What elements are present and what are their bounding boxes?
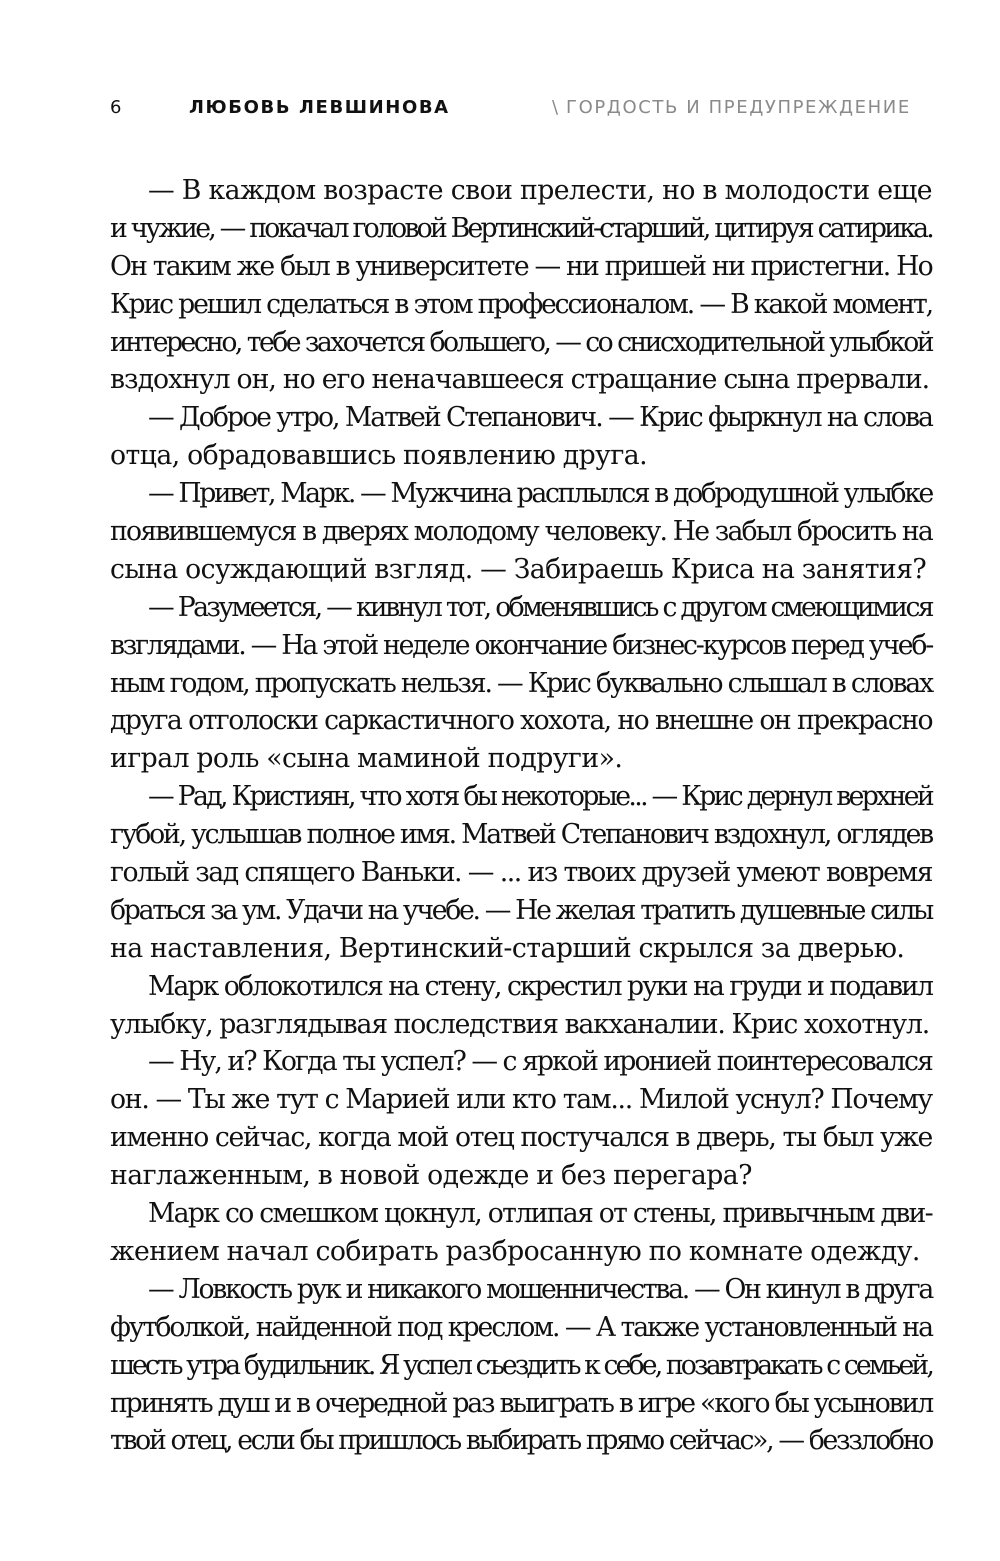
text-line: губой, услышав полное имя. Матвей Степанович вздохнул, оглядев	[110, 819, 932, 851]
text-line: на наставления, Вертинский-старший скрылся за дверью.	[110, 932, 905, 964]
text-line: наглаженным, в новой одежде и без перегара?	[110, 1160, 752, 1192]
text-line: футболкой, найденной под креслом. — А также установленный на	[110, 1311, 932, 1343]
text-line: жением начал собирать разбросанную по комнате одежду.	[110, 1235, 920, 1267]
text-line: — Рад, Кристиян, что хотя бы некоторые... — Крис дернул верхней	[148, 781, 932, 813]
header-author: ЛЮБОВЬ ЛЕВШИНОВА	[189, 97, 450, 118]
text-line: — Привет, Марк. — Мужчина расплылся в добродушной улыбке	[148, 478, 932, 510]
text-line: — Ловкость рук и никакого мошенничества. — Он кинул в друга	[148, 1273, 932, 1305]
header-separator: \	[552, 97, 560, 118]
text-line: ным годом, пропускать нельзя. — Крис буквально слышал в словах	[110, 667, 932, 699]
text-line: — В каждом возрасте свои прелести, но в молодости еще	[148, 175, 932, 206]
text-line: отца, обрадовавшись появлению друга.	[110, 440, 648, 472]
text-line: сына осуждающий взгляд. — Забираешь Криса на занятия?	[110, 553, 927, 585]
page-number: 6	[110, 97, 124, 118]
body-text	[110, 172, 932, 1460]
text-line: голый зад спящего Ваньки. — ... из твоих друзей умеют вовремя	[110, 857, 932, 889]
text-line: браться за ум. Удачи на учебе. — Не желая тратить душевные силы	[110, 894, 932, 926]
text-line: он. — Ты же тут с Марией или кто там... Милой уснул? Почему	[110, 1084, 932, 1116]
text-line: Марк облокотился на стену, скрестил руки на груди и подавил	[148, 970, 932, 1002]
text-line: шесть утра будильник. Я успел съездить к себе, позавтракать с семьей,	[110, 1349, 932, 1381]
text-line: — Доброе утро, Матвей Степанович. — Крис фыркнул на слова	[148, 402, 932, 434]
text-line: появившемуся в дверях молодому человеку. Не забыл бросить на	[110, 516, 932, 548]
text-line: принять душ и в очередной раз выиграть в игре «кого бы усыновил	[110, 1387, 932, 1419]
text-line: улыбку, разглядывая последствия вакханалии. Крис хохотнул.	[110, 1008, 930, 1040]
text-line: — Ну, и? Когда ты успел? — с яркой иронией поинтересовался	[148, 1046, 932, 1078]
text-line: друга отголоски саркастичного хохота, но внешне он прекрасно	[110, 705, 932, 737]
text-line: Он таким же был в университете — ни пришей ни пристегни. Но	[110, 250, 932, 282]
text-line: взглядами. — На этой неделе окончание бизнес-курсов перед учеб-	[110, 629, 932, 661]
text-line: вздохнул он, но его неначавшееся стращание сына прервали.	[110, 364, 930, 396]
header-book-title: ГОРДОСТЬ И ПРЕДУПРЕЖДЕНИЕ	[566, 97, 911, 118]
text-line: — Разумеется, — кивнул тот, обменявшись с другом смеющимися	[148, 591, 932, 623]
text-line: Крис решил сделаться в этом профессионалом. — В какой момент,	[110, 288, 932, 320]
text-line: интересно, тебе захочется большего, — со снисходительной улыбкой	[110, 326, 932, 358]
text-line: Марк со смешком цокнул, отлипая от стены, привычным дви-	[148, 1198, 932, 1230]
running-header	[110, 97, 910, 127]
text-line: и чужие, — покачал головой Вертинский-старший, цитируя сатирика.	[110, 212, 932, 244]
text-line: играл роль «сына маминой подруги».	[110, 743, 623, 775]
text-line: именно сейчас, когда мой отец постучался в дверь, ты был уже	[110, 1122, 932, 1154]
text-line: твой отец, если бы пришлось выбирать прямо сейчас», — беззлобно	[110, 1425, 932, 1457]
